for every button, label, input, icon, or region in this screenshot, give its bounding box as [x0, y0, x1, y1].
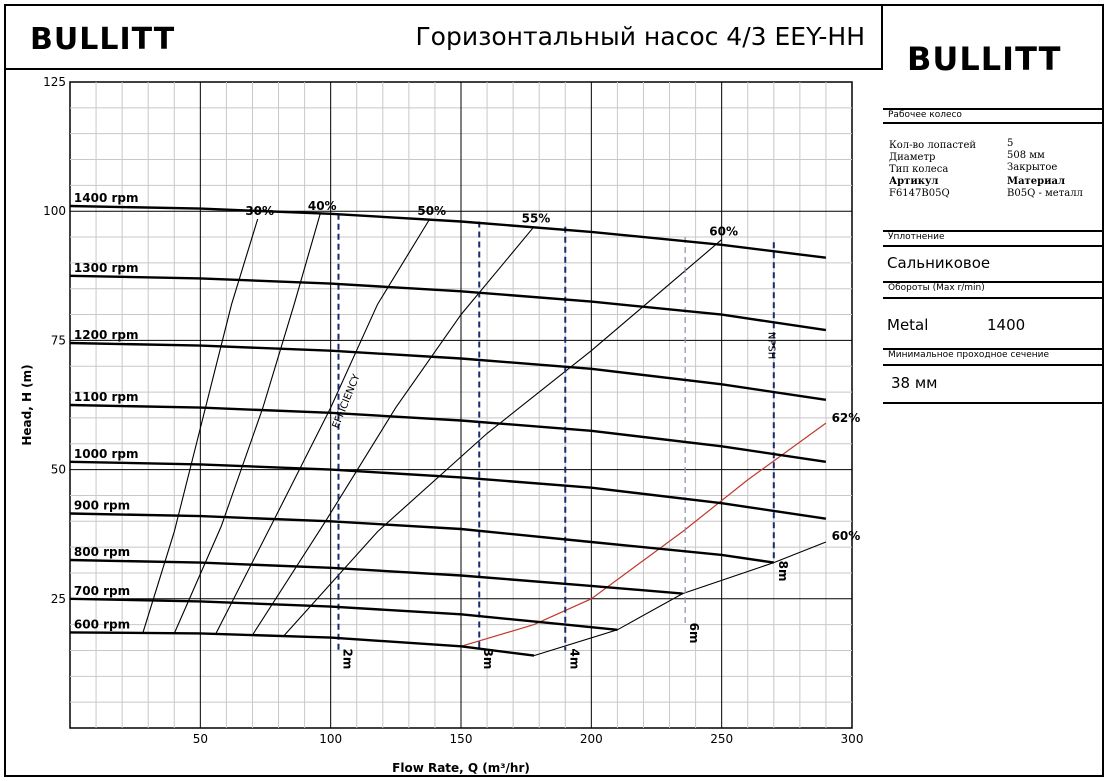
npsh-label: 2m: [340, 648, 355, 670]
npsh-label: 8m: [775, 560, 790, 582]
speed-curve-label: 600 rpm: [73, 617, 131, 632]
speed-curve-label: 700 rpm: [73, 583, 131, 598]
speed-material: Metal: [887, 316, 929, 334]
x-tick-label: 50: [192, 732, 208, 746]
speed-curve-label: 1400 rpm: [73, 191, 139, 206]
y-tick-label: 100: [43, 204, 66, 219]
seal-heading: Уплотнение: [888, 232, 945, 242]
speed-curve-label: 1200 rpm: [73, 327, 139, 342]
spec-panel: [883, 4, 1104, 777]
max-speed-value: 1400: [987, 316, 1026, 334]
efficiency-axis-label: EFFICIENCY: [330, 372, 363, 431]
efficiency-label: 62%: [831, 411, 861, 426]
efficiency-label: 60%: [709, 224, 739, 239]
speed-curve-label: 1100 rpm: [73, 390, 139, 404]
material-label: Материал: [1007, 176, 1066, 187]
speed-curve-label: 1300 rpm: [73, 260, 139, 275]
brand-logo-side: BULLITT: [907, 40, 1062, 78]
article-label: Артикул: [889, 176, 939, 187]
material-value: B05Q - металл: [1007, 188, 1083, 199]
speed-heading: Обороты (Max r/min): [888, 283, 985, 293]
x-tick-label: 300: [840, 732, 864, 746]
efficiency-label: 40%: [307, 198, 337, 213]
x-tick-label: 100: [319, 732, 343, 746]
y-tick-label: 25: [50, 591, 66, 606]
efficiency-label: 55%: [521, 211, 551, 226]
x-axis-label: Flow Rate, Q (m³/hr): [392, 761, 530, 775]
efficiency-label: 30%: [245, 203, 275, 218]
x-tick-label: 250: [710, 732, 734, 746]
impeller-heading: Рабочее колесо: [888, 110, 962, 120]
efficiency-label: 50%: [417, 203, 447, 218]
brand-logo: BULLITT: [30, 22, 176, 57]
impeller-type-value: Закрытое: [1007, 162, 1058, 173]
seal-value: Сальниковое: [887, 254, 991, 272]
x-tick-label: 150: [449, 732, 473, 746]
npsh-label: 3m: [481, 648, 496, 670]
speed-curve-label: 1000 rpm: [73, 446, 139, 461]
speed-curve-label: 900 rpm: [73, 498, 131, 513]
article-value: F6147B05Q: [889, 188, 950, 199]
chart-title: Горизонтальный насос 4/3 EEY-HH: [415, 22, 865, 51]
y-tick-label: 125: [43, 75, 66, 89]
passage-heading: Минимальное проходное сечение: [888, 350, 1050, 360]
y-axis-label: Head, H (m): [20, 364, 34, 446]
diameter-label: Диаметр: [889, 152, 936, 163]
diameter-value: 508 мм: [1007, 150, 1045, 161]
speed-curve-label: 800 rpm: [73, 545, 131, 560]
passage-value: 38 мм: [891, 374, 938, 392]
y-tick-label: 75: [50, 333, 66, 348]
npsh-label: 4m: [567, 648, 582, 670]
x-tick-label: 200: [579, 732, 603, 746]
npsh-label: 6m: [687, 622, 702, 644]
impeller-type-label: Тип колеса: [889, 164, 949, 175]
y-tick-label: 50: [50, 462, 66, 477]
blades-value: 5: [1007, 138, 1014, 149]
efficiency-label: 60%: [831, 528, 861, 543]
blades-label: Кол-во лопастей: [889, 140, 977, 151]
npsh-axis-label: NPSH: [765, 331, 777, 360]
